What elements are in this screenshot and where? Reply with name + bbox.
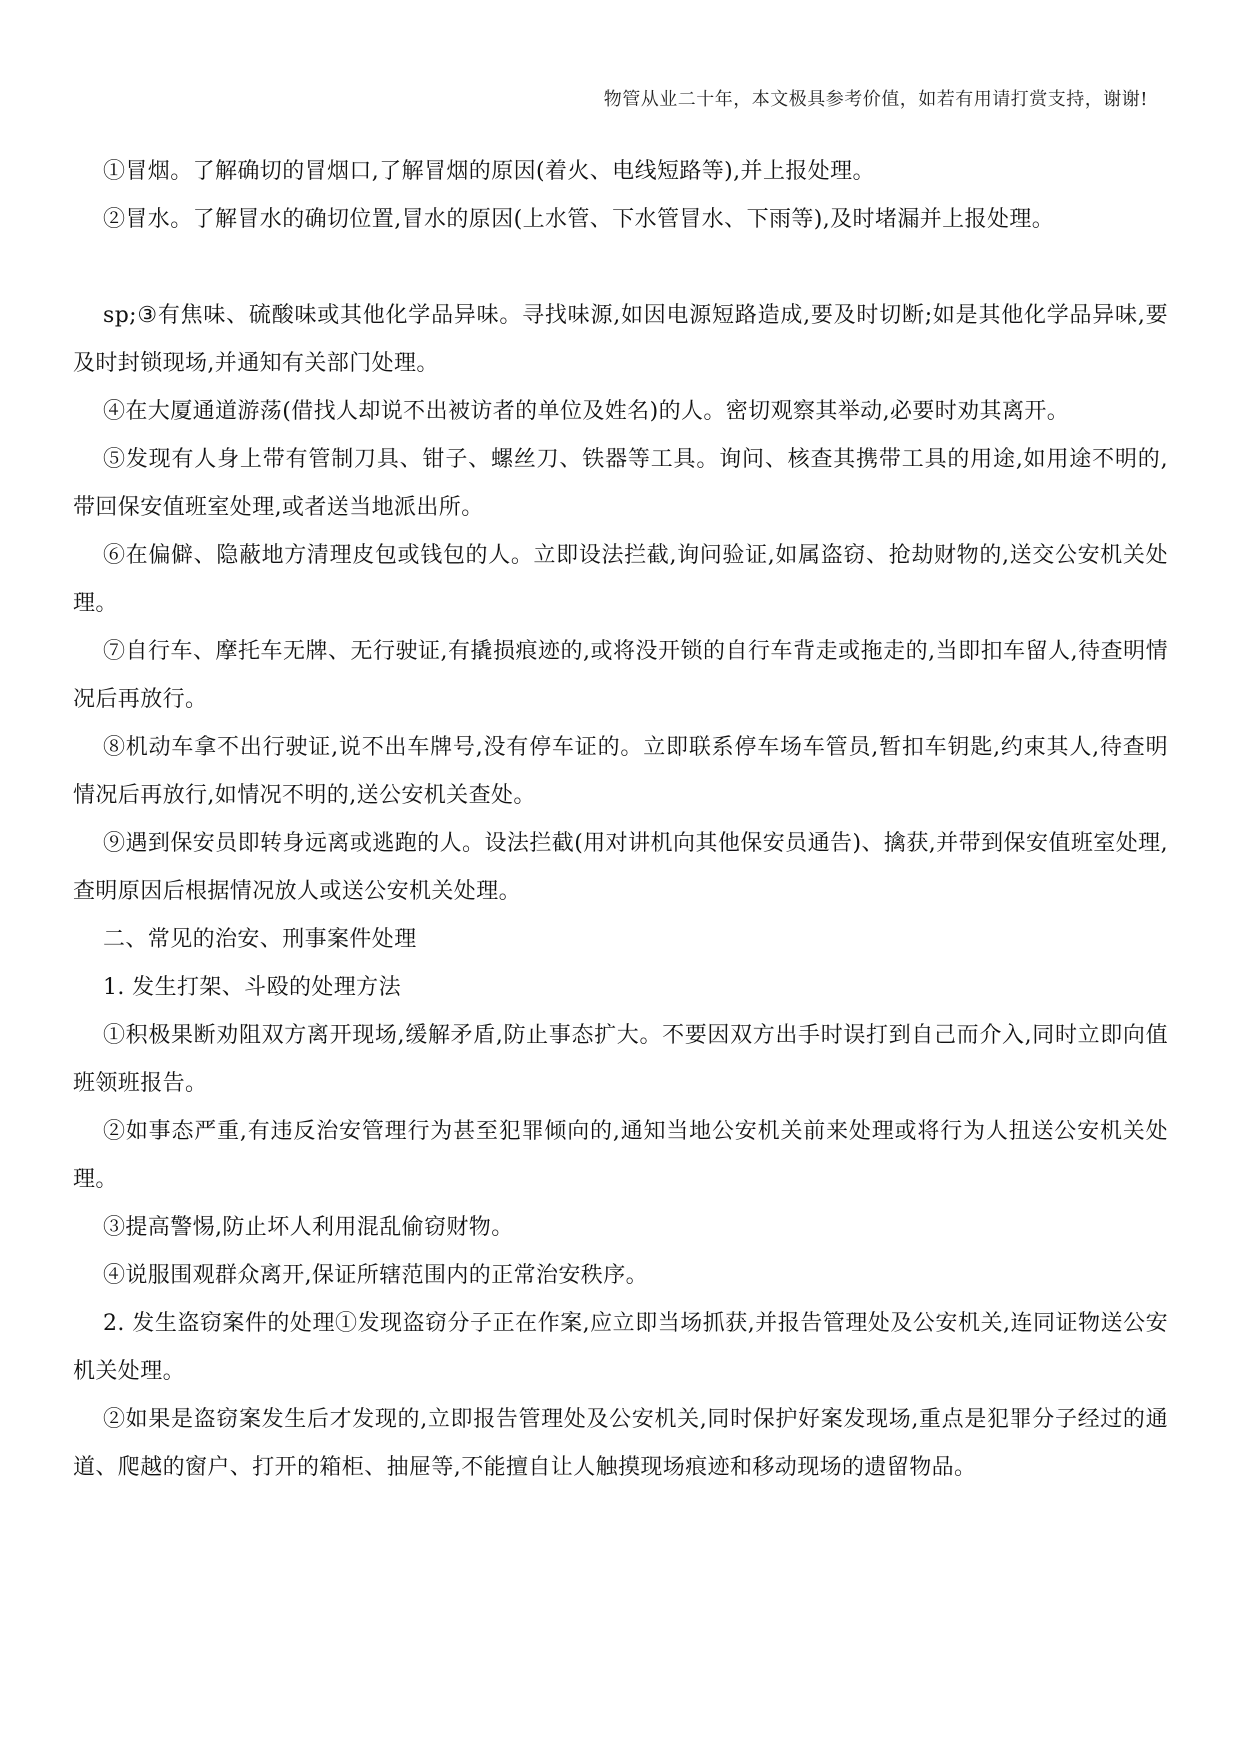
paragraph: sp;③有焦味、硫酸味或其他化学品异味。寻找味源,如因电源短路造成,要及时切断;如是其他化学品异味,要及时封锁现场,并通知有关部门处理。 bbox=[73, 303, 1168, 376]
paragraph: ③提高警惕,防止坏人利用混乱偷窃财物。 bbox=[103, 1215, 514, 1240]
paragraph: ②如果是盗窃案发生后才发现的,立即报告管理处及公安机关,同时保护好案发现场,重点是犯罪分子经过的通道、爬越的窗户、打开的箱柜、抽屉等,不能擅自让人触摸现场痕迹和移动现场的遗留物品。 bbox=[73, 1407, 1168, 1480]
paragraph: ⑤发现有人身上带有管制刀具、钳子、螺丝刀、铁器等工具。询问、核查其携带工具的用途,如用途不明的,带回保安值班室处理,或者送当地派出所。 bbox=[73, 447, 1168, 520]
paragraph: ⑥在偏僻、隐蔽地方清理皮包或钱包的人。立即设法拦截,询问验证,如属盗窃、抢劫财物的,送交公安机关处理。 bbox=[73, 543, 1168, 616]
section-heading: 二、常见的治安、刑事案件处理 bbox=[103, 927, 417, 952]
paragraph: ②如事态严重,有违反治安管理行为甚至犯罪倾向的,通知当地公安机关前来处理或将行为人扭送公安机关处理。 bbox=[73, 1119, 1168, 1192]
header-note: 物管从业二十年，本文极具参考价值，如若有用请打赏支持，谢谢! bbox=[603, 89, 1148, 110]
document-body bbox=[73, 148, 1168, 1492]
paragraph: ②冒水。了解冒水的确切位置,冒水的原因(上水管、下水管冒水、下雨等),及时堵漏并上报处理。 bbox=[103, 207, 1055, 232]
paragraph: ⑧机动车拿不出行驶证,说不出车牌号,没有停车证的。立即联系停车场车管员,暂扣车钥匙,约束其人,待查明情况后再放行,如情况不明的,送公安机关查处。 bbox=[73, 735, 1168, 808]
paragraph: ④说服围观群众离开,保证所辖范围内的正常治安秩序。 bbox=[103, 1263, 648, 1288]
paragraph: ①积极果断劝阻双方离开现场,缓解矛盾,防止事态扩大。不要因双方出手时误打到自己而介入,同时立即向值班领班报告。 bbox=[73, 1023, 1168, 1096]
paragraph-gap bbox=[73, 244, 1168, 292]
paragraph: 2. 发生盗窃案件的处理①发现盗窃分子正在作案,应立即当场抓获,并报告管理处及公安机关,连同证物送公安机关处理。 bbox=[73, 1311, 1168, 1384]
subsection-heading: 1. 发生打架、斗殴的处理方法 bbox=[103, 975, 401, 1000]
paragraph: ⑦自行车、摩托车无牌、无行驶证,有撬损痕迹的,或将没开锁的自行车背走或拖走的,当即扣车留人,待查明情况后再放行。 bbox=[73, 639, 1168, 712]
paragraph: ⑨遇到保安员即转身远离或逃跑的人。设法拦截(用对讲机向其他保安员通告)、擒获,并带到保安值班室处理,查明原因后根据情况放人或送公安机关处理。 bbox=[73, 831, 1168, 904]
paragraph: ①冒烟。了解确切的冒烟口,了解冒烟的原因(着火、电线短路等),并上报处理。 bbox=[103, 159, 875, 184]
paragraph: ④在大厦通道游荡(借找人却说不出被访者的单位及姓名)的人。密切观察其举动,必要时劝其离开。 bbox=[103, 399, 1070, 424]
